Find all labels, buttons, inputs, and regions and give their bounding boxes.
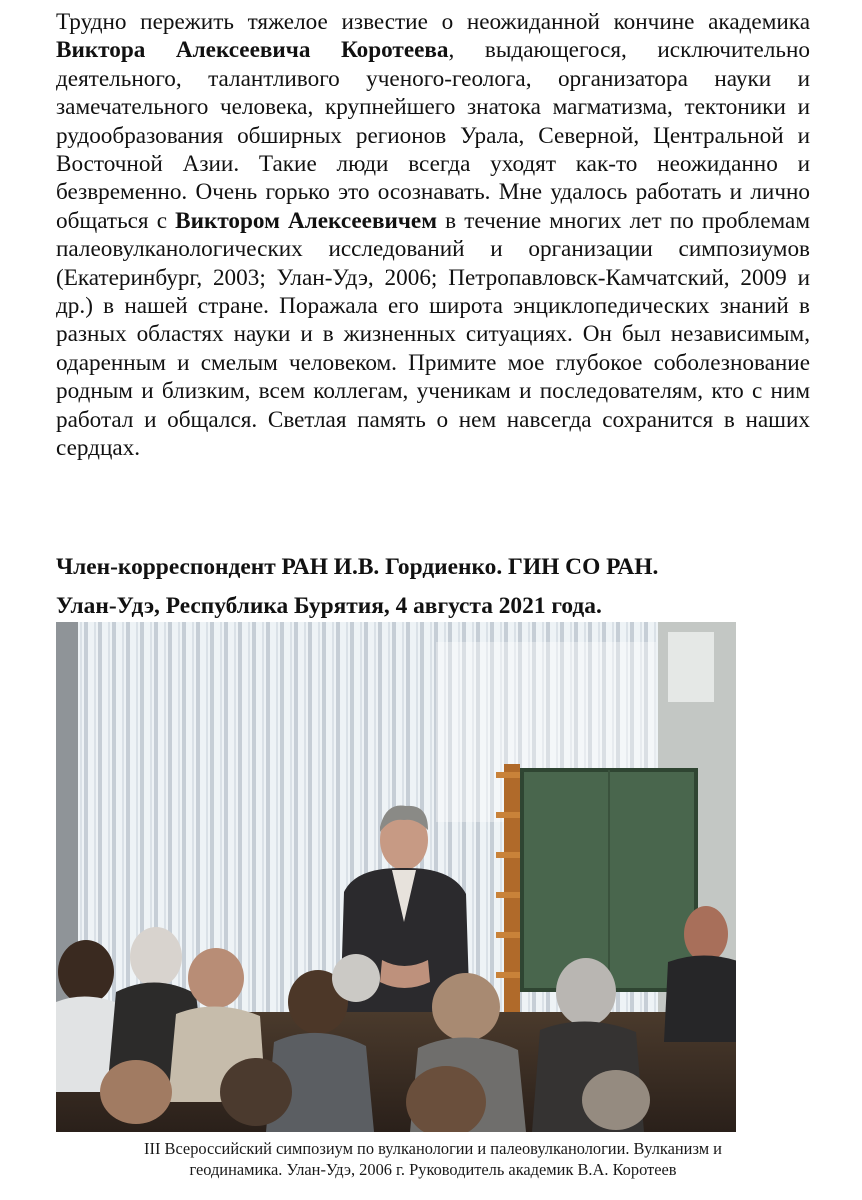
memorial-text [56, 8, 810, 463]
photo-caption-line-2: геодинамика. Улан-Удэ, 2006 г. Руководитель академик В.А. Коротеев [189, 1160, 677, 1179]
memorial-text-part-2: , выдающегося, исключительно деятельного, талантливого ученого-геолога, организатора науки и замечательного человека, крупнейшего знатока магматизма, тектоники и рудообразования обширных регионов Урала, Северной, Центральной и Восточной Азии. Такие люди всегда уходят как-то неожиданно и безвременно. Очень горько это осознавать. Мне удалось работать и лично общаться с [56, 37, 810, 234]
signature-place-date: Улан-Удэ, Республика Бурятия, 4 августа 2021 года. [56, 593, 602, 619]
memorial-text-part-3: в течение многих лет по проблемам палеовулканологических исследований и организации симпозиумов (Екатеринбург, 2003; Улан-Удэ, 2006; Петропавловск-Камчатский, 2009 и др.) в нашей стране. Поражала его широта энциклопедических знаний в разных областях науки и в жизненных ситуациях. Он был независимым, одаренным и смелым человеком. Примите мое глубокое соболезнование родным и близким, всем коллегам, ученикам и последователям, кто с ним работал и общался. Светлая память о нем навсегда сохранится в наших сердцах. [56, 207, 810, 462]
symposium-photo-image [56, 622, 736, 1132]
memorial-text-part-1: Трудно пережить тяжелое известие о неожиданной кончине академика [56, 9, 810, 35]
photo-caption-line-1: III Всероссийский симпозиум по вулканологии и палеовулканологии. Вулканизм и [144, 1139, 722, 1158]
photo-caption [56, 1138, 810, 1180]
person-name-2: Виктором Алексеевичем [175, 207, 438, 234]
symposium-photo [56, 622, 736, 1132]
person-name-1: Виктора Алексеевича Коротеева [56, 37, 449, 64]
signature-author: Член-корреспондент РАН И.В. Гордиенко. ГИН СО РАН. [56, 554, 659, 580]
